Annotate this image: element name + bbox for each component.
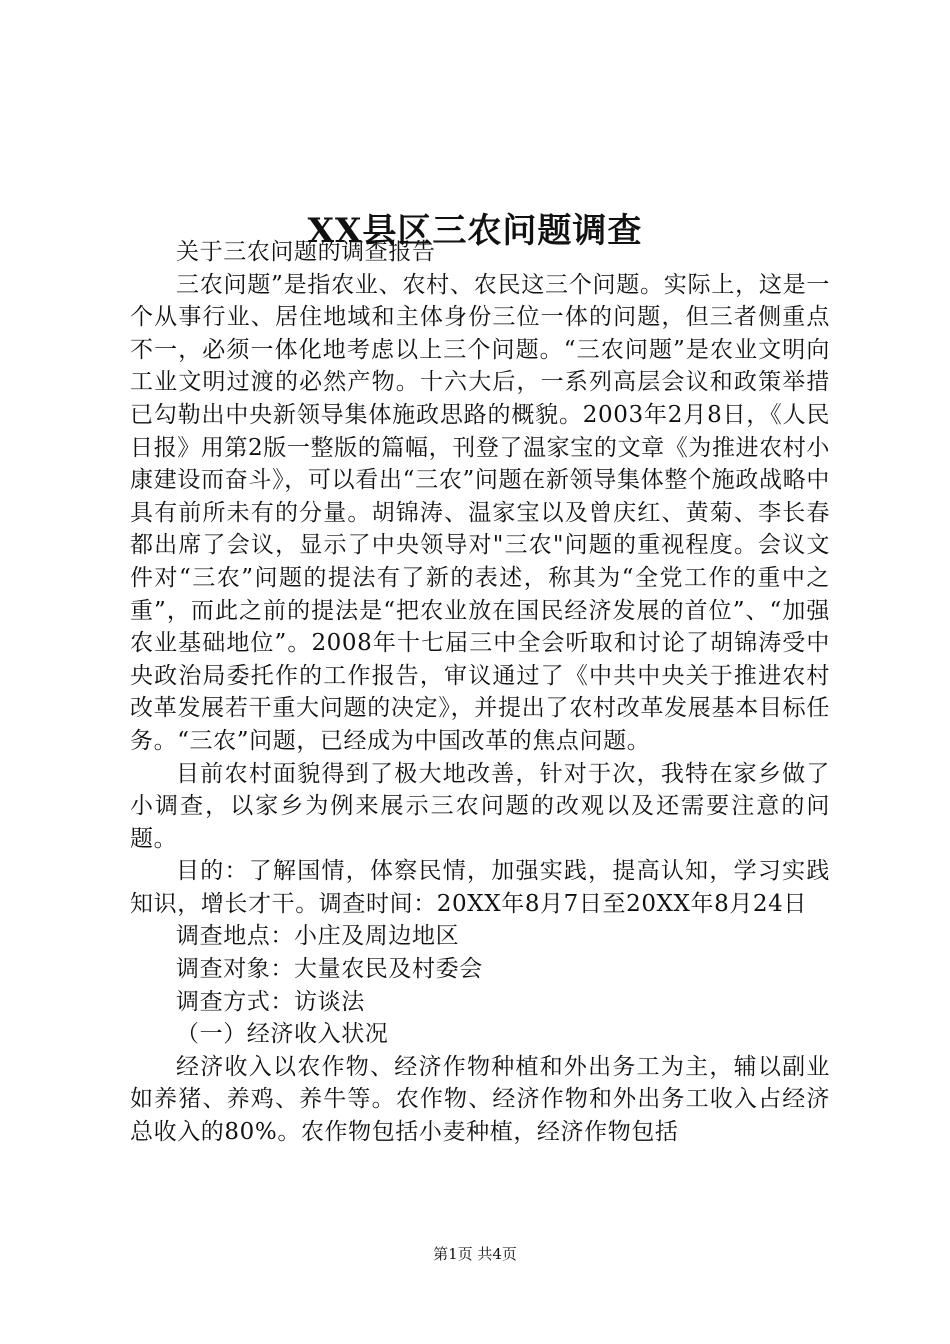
paragraph-location: 调查地点：小庄及周边地区 bbox=[176, 923, 460, 950]
page-footer: 第1页 共4页 bbox=[433, 1245, 517, 1263]
paragraph-report-heading: 关于三农问题的调查报告 bbox=[176, 239, 436, 265]
paragraph-sannong-definition: 三农问题”是指农业、农村、农民这三个问题。实际上，这是一个从事行业、居住地域和主体身份三位一体的问题，但三者侧重点不一，必须一体化地考虑以上三个问题。“三农问题”是农业文明向工业文明过渡的必然产物。十六大后，一系列高层会议和政策举措已勾勒出中央新领导集体施政思路的概貌。2003年2月8日，《人民日报》用第2版一整版的篇幅，刊登了温家宝的文章《为推进农村小康建设而奋斗》，可以看出“三农”问题在新领导集体整个施政战略中具有前所未有的分量。胡锦涛、温家宝以及曾庆红、黄菊、李长春都出席了会议，显示了中央领导对"三农"问题的重视程度。会议文件对“三农”问题的提法有了新的表述，称其为“全党工作的重中之重”，而此之前的提法是“把农业放在国民经济发展的首位”、“加强农业基础地位”。2008年十七届三中全会听取和讨论了胡锦涛受中央政治局委托作的工作报告，审议通过了《中共中央关于推进农村改革发展若干重大问题的决定》，并提出了农村改革发展基本目标任务。“三农”问题，已经成为中国改革的焦点问题。 bbox=[130, 271, 830, 754]
document-title: XX县区三农问题调查 bbox=[307, 210, 643, 251]
document-body bbox=[130, 236, 830, 1149]
paragraph-purpose-time: 目的：了解国情，体察民情，加强实践，提高认知，学习实践知识，增长才干。调查时间：20XX年8月7日至20XX年8月24日 bbox=[130, 858, 830, 917]
paragraph-subjects: 调查对象：大量农民及村委会 bbox=[176, 956, 483, 983]
section-heading-income: （一）经济收入状况 bbox=[176, 1021, 389, 1048]
paragraph-rural-improvement: 目前农村面貌得到了极大地改善，针对于次，我特在家乡做了小调查，以家乡为例来展示三农问题的改观以及还需要注意的问题。 bbox=[130, 760, 830, 852]
paragraph-method: 调查方式：访谈法 bbox=[176, 988, 365, 1015]
paragraph-income: 经济收入以农作物、经济作物种植和外出务工为主，辅以副业如养猪、养鸡、养牛等。农作物、经济作物和外出务工收入占经济总收入的80%。农作物包括小麦种植，经济作物包括 bbox=[130, 1053, 830, 1146]
